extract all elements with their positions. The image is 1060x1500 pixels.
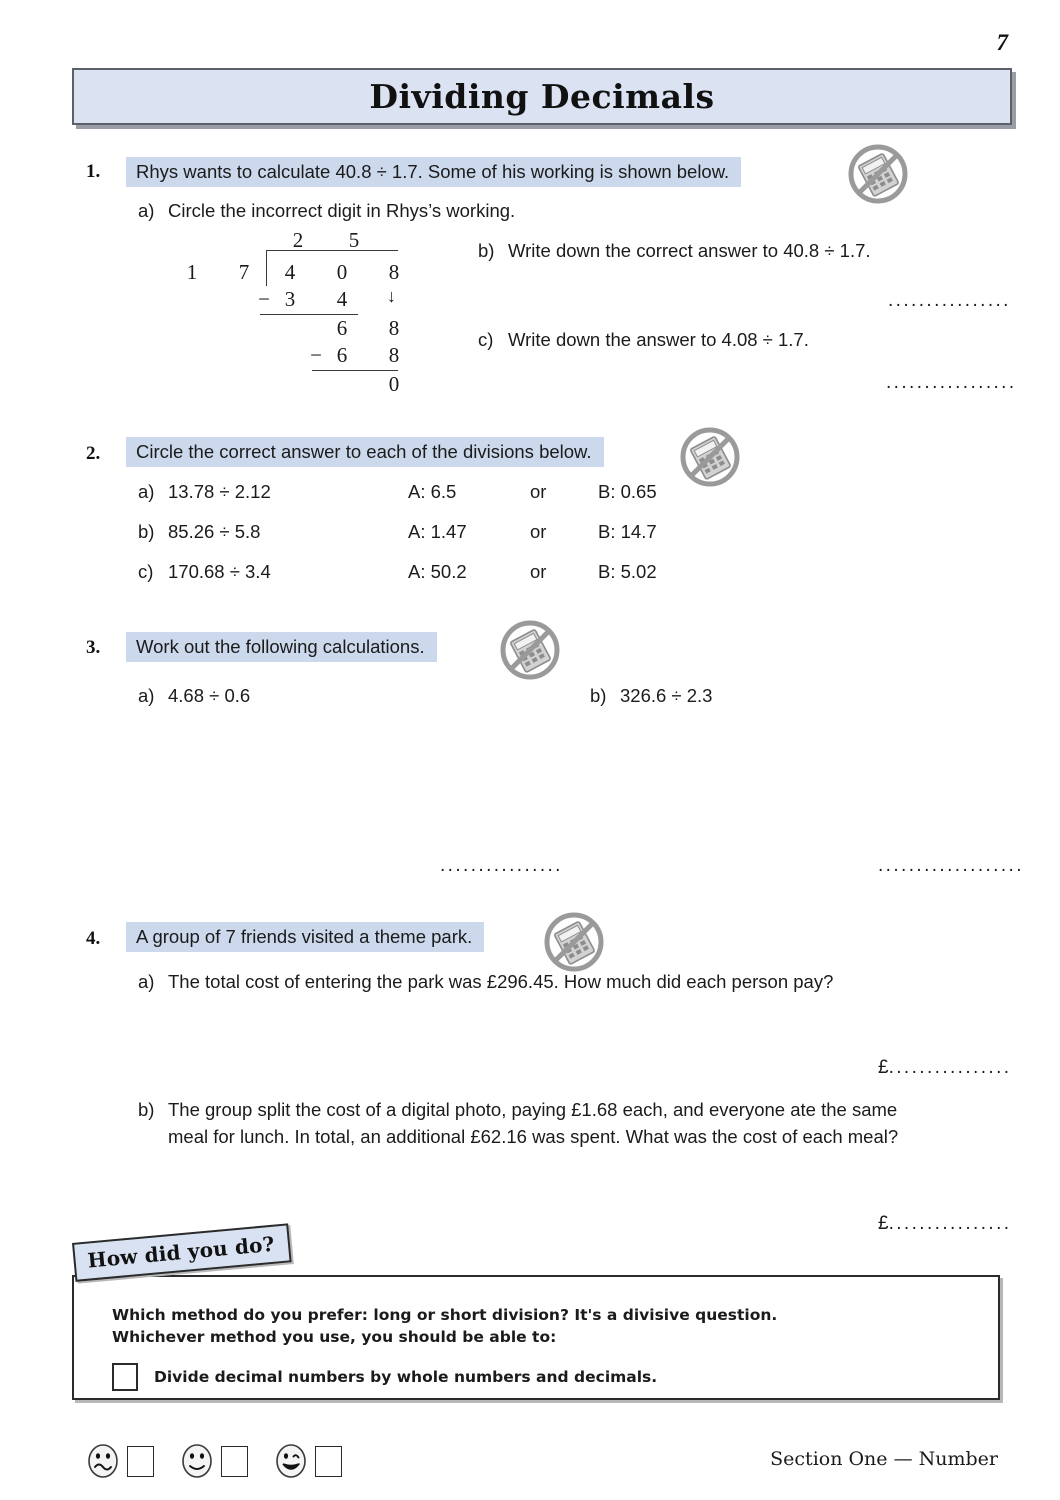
question-3-part-a — [138, 685, 250, 707]
question-4-part-b-text-line-2: meal for lunch. In total, an additional £62.16 was spent. What was the cost of each meal? — [168, 1126, 899, 1147]
question-1-part-c-label: c) — [478, 329, 494, 350]
question-1-part-c — [478, 329, 809, 351]
how-did-you-do-checklist-item[interactable] — [112, 1363, 657, 1391]
question-2-row-b-calculation: 85.26 ÷ 5.8 — [168, 521, 261, 542]
question-1-part-a-text: Circle the incorrect digit in Rhys’s working. — [168, 200, 516, 221]
question-2-number: 2. — [86, 443, 101, 464]
question-4-answer-a-currency: £ — [878, 1057, 889, 1078]
quotient-digit-2: 5 — [348, 228, 360, 252]
question-1-part-c-text: Write down the answer to 4.08 ÷ 1.7. — [508, 329, 809, 350]
question-2-row-a-joiner: or — [530, 481, 547, 502]
checklist-checkbox[interactable] — [112, 1363, 138, 1391]
neutral-smile-face-icon — [180, 1443, 214, 1479]
question-2-row-a-option-b[interactable]: B: 0.65 — [598, 481, 657, 502]
question-2-row-b-option-b[interactable]: B: 14.7 — [598, 521, 657, 542]
question-1-answer-line-c[interactable]: ................. — [886, 372, 1017, 393]
question-3-part-b-text: 326.6 ÷ 2.3 — [620, 685, 713, 706]
dividend-digit-1: 4 — [284, 260, 296, 284]
question-3-part-a-text: 4.68 ÷ 0.6 — [168, 685, 251, 706]
question-4-part-a — [138, 971, 833, 993]
question-3-part-b-label: b) — [590, 685, 607, 706]
face-group-neutral[interactable] — [180, 1443, 248, 1479]
checklist-item-label: Divide decimal numbers by whole numbers and decimals. — [154, 1368, 658, 1386]
question-2-row-b-joiner: or — [530, 521, 547, 542]
question-2-row-a-option-a[interactable]: A: 6.5 — [408, 481, 457, 502]
question-3-banner: Work out the following calculations. — [126, 632, 437, 662]
division-bracket-vertical — [266, 250, 267, 286]
subtract-2-sign: − — [310, 343, 322, 367]
bring-down-arrow-icon: ↓ — [387, 286, 396, 306]
subtract-1-digit-2: 4 — [336, 287, 348, 311]
question-4-number: 4. — [86, 928, 101, 949]
no-calculator-icon — [678, 425, 742, 494]
question-4-answer-line-b[interactable] — [878, 1213, 1011, 1235]
footer-section-label: Section One — Number — [770, 1448, 998, 1470]
remainder-1-digit-2: 8 — [388, 316, 400, 340]
unsure-face-icon — [86, 1443, 120, 1479]
question-2-row-a-label: a) — [138, 481, 155, 502]
long-division-working — [180, 228, 420, 396]
question-2-row-c-option-b[interactable]: B: 5.02 — [598, 561, 657, 582]
question-1-banner: Rhys wants to calculate 40.8 ÷ 1.7. Some of his working is shown below. — [126, 157, 741, 187]
dividend-digit-3: 8 — [388, 260, 400, 284]
question-3-number: 3. — [86, 637, 101, 658]
question-1-part-a-label: a) — [138, 200, 155, 221]
how-did-you-do-intro — [112, 1304, 972, 1348]
question-2-banner: Circle the correct answer to each of the divisions below. — [126, 437, 604, 467]
question-2-row-a-calculation: 13.78 ÷ 2.12 — [168, 481, 271, 502]
question-1-answer-line-b[interactable]: ................ — [888, 290, 1011, 311]
face-group-happy[interactable] — [274, 1443, 342, 1479]
subtract-1-sign: − — [258, 287, 270, 311]
question-2-row-c-calculation: 170.68 ÷ 3.4 — [168, 561, 271, 582]
question-4-answer-b-currency: £ — [878, 1213, 889, 1234]
question-4-answer-a-dots: ................ — [888, 1057, 1012, 1078]
question-4-answer-line-a[interactable] — [878, 1057, 1011, 1079]
question-2-row-b-label: b) — [138, 521, 155, 542]
question-3-part-b — [590, 685, 712, 707]
question-3-answer-line-a[interactable]: ................ — [440, 855, 563, 876]
question-1-part-a — [138, 200, 515, 222]
how-did-you-do-intro-line-2: Whichever method you use, you should be able to: — [112, 1328, 557, 1346]
question-4-banner: A group of 7 friends visited a theme park. — [126, 922, 484, 952]
no-calculator-icon — [542, 910, 606, 979]
question-4-part-b-label: b) — [138, 1099, 155, 1120]
question-1-part-b — [478, 240, 871, 262]
question-3-answer-line-b[interactable]: ................... — [878, 855, 1024, 876]
question-4-part-a-text: The total cost of entering the park was £296.45. How much did each person pay? — [168, 971, 834, 992]
how-did-you-do-tab-label: How did you do? — [86, 1231, 276, 1273]
self-assessment-faces — [86, 1443, 342, 1479]
question-2-row-c-label: c) — [138, 561, 154, 582]
face-group-unsure[interactable] — [86, 1443, 154, 1479]
page-title-banner — [72, 68, 1012, 125]
no-calculator-icon — [846, 142, 910, 211]
subtract-1-digit-1: 3 — [284, 287, 296, 311]
page-title: Dividing Decimals — [369, 77, 715, 116]
question-4-part-a-label: a) — [138, 971, 155, 992]
question-2-row-b-option-a[interactable]: A: 1.47 — [408, 521, 467, 542]
question-1-part-b-label: b) — [478, 240, 495, 261]
face-checkbox-neutral[interactable] — [221, 1446, 248, 1477]
remainder-1-digit-1: 6 — [336, 316, 348, 340]
page-number: 7 — [996, 30, 1008, 55]
quotient-digit-1: 2 — [292, 228, 304, 252]
how-did-you-do-intro-line-1: Which method do you prefer: long or short division? It's a divisive question. — [112, 1306, 778, 1324]
question-3-part-a-label: a) — [138, 685, 155, 706]
how-did-you-do-tab — [72, 1223, 292, 1282]
divisor-digit-2: 7 — [238, 260, 250, 284]
face-checkbox-unsure[interactable] — [127, 1446, 154, 1477]
question-4-part-b-text-line-1: The group split the cost of a digital photo, paying £1.68 each, and everyone ate the same — [168, 1099, 898, 1120]
question-4-answer-b-dots: ................ — [888, 1213, 1012, 1234]
final-remainder: 0 — [388, 372, 400, 396]
no-calculator-icon — [498, 618, 562, 687]
subtract-2-digit-2: 8 — [388, 343, 400, 367]
question-1-part-b-text: Write down the correct answer to 40.8 ÷ 1.7. — [508, 240, 871, 261]
happy-wink-face-icon — [274, 1443, 308, 1479]
question-1-number: 1. — [86, 161, 101, 182]
subtract-2-digit-1: 6 — [336, 343, 348, 367]
divisor-digit-1: 1 — [186, 260, 198, 284]
question-2-row-c-joiner: or — [530, 561, 547, 582]
question-4-part-b-label-wrap — [138, 1099, 897, 1121]
face-checkbox-happy[interactable] — [315, 1446, 342, 1477]
question-2-row-c-option-a[interactable]: A: 50.2 — [408, 561, 467, 582]
dividend-digit-2: 0 — [336, 260, 348, 284]
